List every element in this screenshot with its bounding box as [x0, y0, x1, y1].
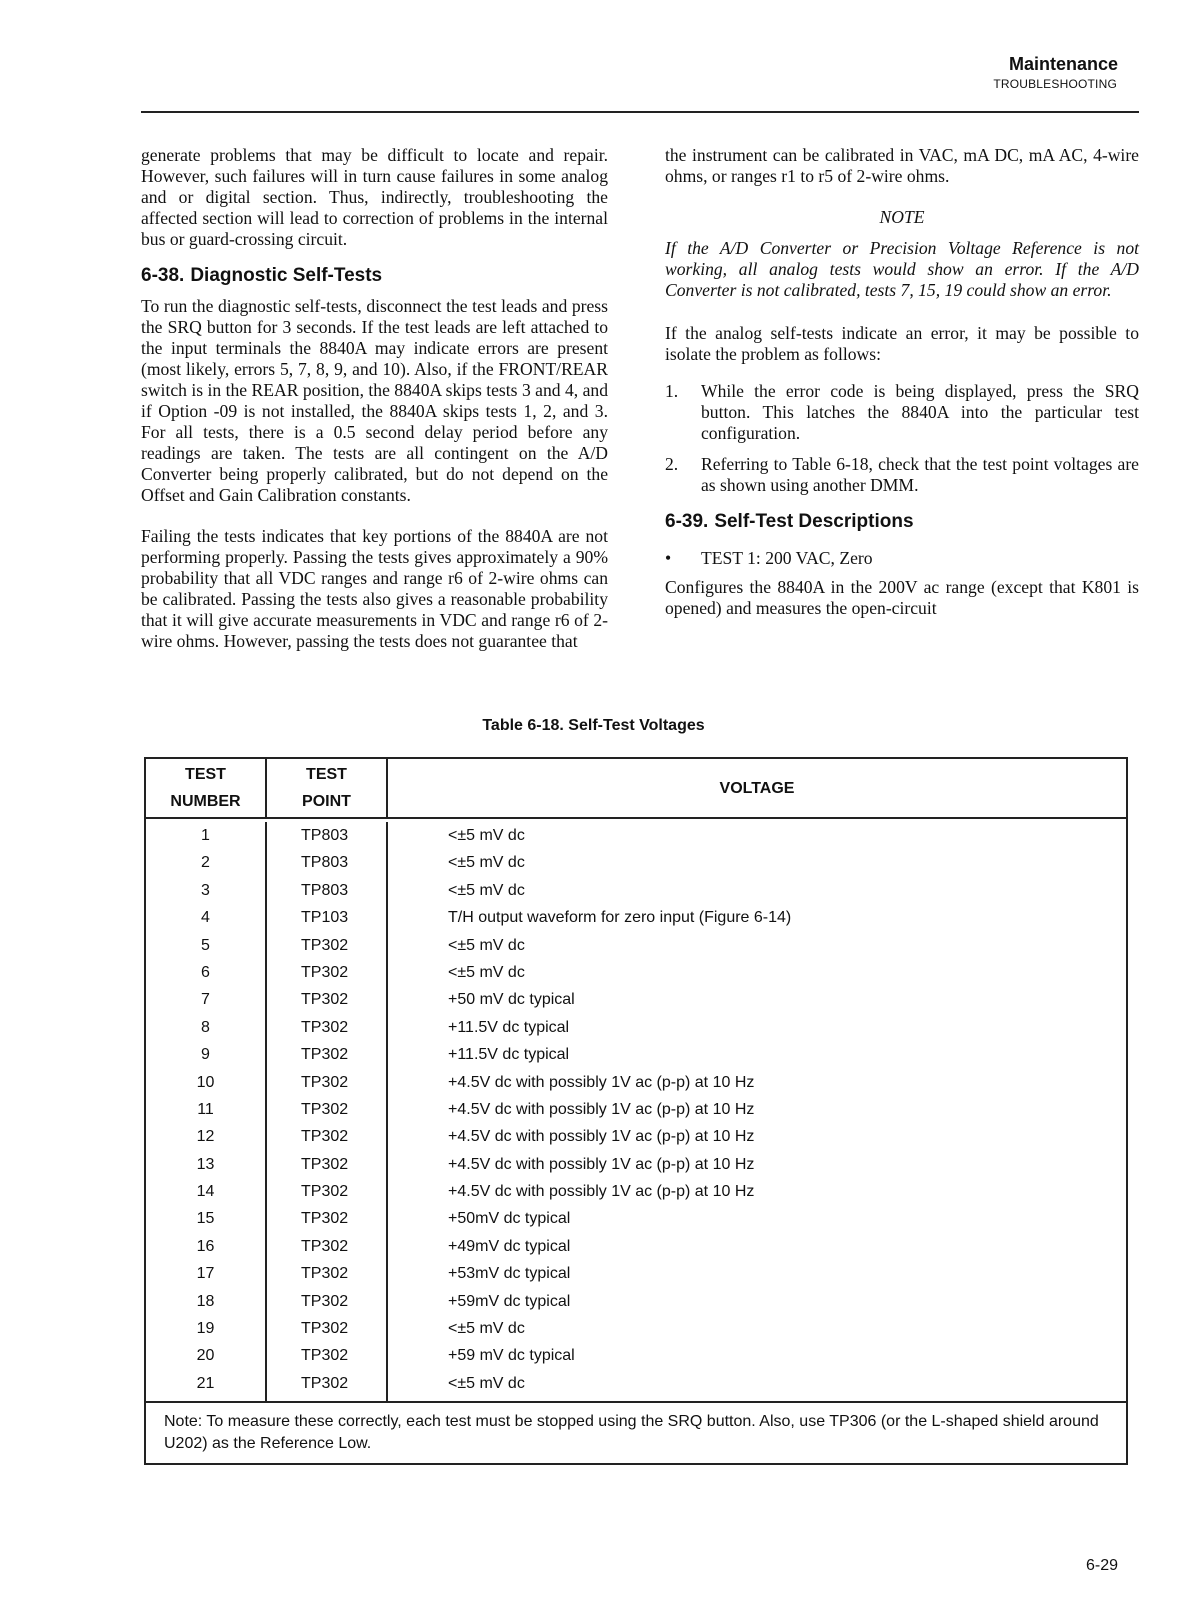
voltage-cell: +53mV dc typical [448, 1265, 571, 1283]
right-column [665, 145, 1139, 619]
paragraph-gap [665, 365, 1139, 381]
paragraph-gap [665, 569, 1139, 577]
voltage-cell: <±5 mV dc [448, 963, 525, 981]
voltage-cell: <±5 mV dc [448, 854, 525, 872]
voltage-cell: <±5 mV dc [448, 827, 525, 844]
bullet-text: TEST 1: 200 VAC, Zero [701, 548, 873, 568]
test-point-cell: TP302 [301, 1237, 349, 1255]
section-heading-6-38 [141, 264, 608, 288]
list-item-text: Referring to Table 6-18, check that the test point voltages are as shown using another DMM. [701, 454, 1139, 495]
test-point-cell: TP302 [301, 936, 349, 954]
section-heading-text: Self-Test Descriptions [714, 511, 914, 532]
test-number-cell: 9 [201, 1046, 210, 1064]
note-heading: NOTE [879, 207, 925, 227]
right-paragraph-2: If the analog self-tests indicate an error, it may be possible to isolate the problem as follows: [665, 323, 1139, 364]
test-number-cell: 6 [201, 963, 210, 981]
test-number-column [146, 822, 267, 1401]
left-paragraph-1: generate problems that may be difficult to locate and repair. However, such failures will in turn cause failures in some analog and or digital section. Thus, indirectly, troubleshooting the affected section will lead to correction of problems in the internal bus or guard-crossing circuit. [141, 145, 608, 249]
right-paragraph-1: the instrument can be calibrated in VAC, mA DC, mA AC, 4-wire ohms, or ranges r1 to r5 of 2-wire ohms. [665, 145, 1139, 186]
voltage-cell: +4.5V dc with possibly 1V ac (p-p) at 10 Hz [448, 1155, 755, 1173]
test-number-cell: 5 [201, 936, 210, 954]
voltage-cell: +4.5V dc with possibly 1V ac (p-p) at 10 Hz [448, 1128, 755, 1146]
voltage-cell: +11.5V dc typical [448, 1018, 570, 1036]
test-number-cell: 7 [201, 991, 210, 1009]
test-point-cell: TP302 [301, 1374, 349, 1392]
test-point-cell: TP302 [301, 991, 349, 1009]
header-line: VOLTAGE [719, 779, 795, 797]
test-point-cell: TP803 [301, 827, 349, 844]
test-point-cell: TP302 [301, 1155, 349, 1173]
voltage-cell: <±5 mV dc [448, 1320, 525, 1338]
test-point-cell: TP302 [301, 1320, 349, 1338]
test-point-cell: TP302 [301, 1100, 349, 1118]
bullet-icon: • [665, 548, 672, 568]
test-point-cell: TP302 [301, 1183, 349, 1201]
test-number-cell: 17 [196, 1265, 215, 1283]
voltage-cell: +4.5V dc with possibly 1V ac (p-p) at 10 Hz [448, 1073, 755, 1091]
test-number-cell: 20 [196, 1347, 215, 1365]
test-number-cell: 18 [196, 1292, 215, 1310]
voltage-cell: +50mV dc typical [448, 1210, 571, 1228]
section-number: 6-39. [665, 511, 709, 532]
header-line: NUMBER [170, 793, 241, 810]
test-point-cell: TP302 [301, 1347, 349, 1365]
test-number-cell: 13 [196, 1155, 215, 1173]
test-point-column [267, 822, 388, 1401]
test-point-cell: TP302 [301, 1265, 349, 1283]
voltage-column [388, 822, 1126, 1401]
header-divider [141, 111, 1139, 113]
header-test-point [267, 759, 388, 817]
header-line: POINT [302, 793, 351, 810]
section-subtitle: TROUBLESHOOTING [993, 77, 1117, 91]
section-heading-text: Diagnostic Self-Tests [190, 265, 383, 286]
test-point-cell: TP302 [301, 963, 349, 981]
voltage-cell: +50 mV dc typical [448, 991, 575, 1009]
test-number-cell: 16 [196, 1237, 215, 1255]
voltage-cell: +59 mV dc typical [448, 1347, 575, 1365]
paragraph-gap [665, 301, 1139, 323]
voltage-cell: +59mV dc typical [448, 1292, 571, 1310]
test-number-cell: 2 [201, 854, 210, 872]
header-line: TEST [306, 766, 347, 783]
test-number-cell: 4 [201, 909, 210, 927]
table-note: Note: To measure these correctly, each test must be stopped using the SRQ button. Also, use TP306 (or the L-shaped shield around U202) as the Reference Low. [146, 1401, 1126, 1463]
voltage-cell: T/H output waveform for zero input (Figure 6-14) [448, 909, 792, 927]
paragraph-gap [141, 506, 608, 526]
test-number-cell: 11 [197, 1100, 214, 1118]
voltage-cell: +11.5V dc typical [448, 1046, 570, 1064]
list-item [665, 381, 1139, 444]
test-number-cell: 1 [201, 827, 210, 844]
test-number-cell: 19 [196, 1320, 215, 1338]
list-item-text: While the error code is being displayed, press the SRQ button. This latches the 8840A into the particular test configuration. [701, 381, 1139, 443]
header-voltage [388, 759, 1126, 817]
left-paragraph-2: To run the diagnostic self-tests, disconnect the test leads and press the SRQ button for 3 seconds. If the test leads are left attached to the input terminals the 8840A may indicate errors are present (most likely, errors 5, 7, 8, 9, and 10). Also, if the FRONT/REAR switch is in the REAR position, the 8840A skips tests 3 and 4, and if Option -09 is not installed, the 8840A skips tests 1, 2, and 3. For all tests, there is a 0.5 second delay period before any readings are taken. The tests are all contingent on the A/D Converter being properly calibrated, but do not depend on the Offset and Gain Calibration constants. [141, 296, 608, 505]
test-point-cell: TP302 [301, 1046, 349, 1064]
table-header [146, 759, 1126, 819]
left-paragraph-3: Failing the tests indicates that key portions of the 8840A are not performing properly. Passing the tests gives approximately a 90% probability that all VDC ranges and range r6 of 2-wire ohms can be calibrated. Passing the tests also gives a reasonable probability that it will give accurate measurements in VDC and range r6 of 2-wire ohms. However, passing the tests does not guarantee that [141, 526, 608, 651]
list-item [665, 454, 1139, 496]
test-point-cell: TP803 [301, 854, 349, 872]
table-body [146, 819, 1126, 1401]
voltage-cell: +4.5V dc with possibly 1V ac (p-p) at 10 Hz [448, 1183, 755, 1201]
section-heading-6-39 [665, 510, 1139, 534]
test-number-cell: 10 [196, 1073, 215, 1091]
self-test-voltages-table [144, 757, 1128, 1465]
test-point-cell: TP302 [301, 1073, 349, 1091]
voltage-cell: <±5 mV dc [448, 1374, 525, 1392]
test-point-cell: TP803 [301, 881, 349, 899]
voltage-cell: +4.5V dc with possibly 1V ac (p-p) at 10 Hz [448, 1100, 755, 1118]
test-point-cell: TP302 [301, 1128, 349, 1146]
list-item-number: 2. [665, 454, 679, 474]
test-number-cell: 21 [196, 1374, 215, 1392]
list-item-number: 1. [665, 381, 679, 401]
header-test-number [146, 759, 267, 817]
test-number-cell: 15 [196, 1210, 215, 1228]
bullet-item [665, 548, 1139, 569]
test-point-cell: TP302 [301, 1018, 349, 1036]
test-number-cell: 12 [196, 1128, 215, 1146]
test-point-cell: TP302 [301, 1210, 349, 1228]
left-column [141, 145, 608, 652]
test-number-cell: 8 [201, 1018, 210, 1036]
section-title: Maintenance [1008, 54, 1118, 74]
page-number: 6-29 [1085, 1557, 1118, 1574]
section-number: 6-38. [141, 265, 185, 286]
note-body: If the A/D Converter or Precision Voltage Reference is not working, all analog tests would show an error. If the A/D Converter is not calibrated, tests 7, 15, 19 could show an error. [665, 238, 1139, 300]
test-number-cell: 14 [196, 1183, 215, 1201]
voltage-cell: +49mV dc typical [448, 1237, 571, 1255]
voltage-cell: <±5 mV dc [448, 881, 525, 899]
test-point-cell: TP302 [301, 1292, 349, 1310]
test-number-cell: 3 [201, 881, 210, 899]
bullet-description: Configures the 8840A in the 200V ac range (except that K801 is opened) and measures the open-circuit [665, 577, 1139, 618]
test-point-cell: TP103 [301, 909, 349, 927]
header-line: TEST [185, 766, 226, 783]
voltage-cell: <±5 mV dc [448, 936, 525, 954]
table-caption: Table 6-18. Self-Test Voltages [482, 717, 705, 734]
